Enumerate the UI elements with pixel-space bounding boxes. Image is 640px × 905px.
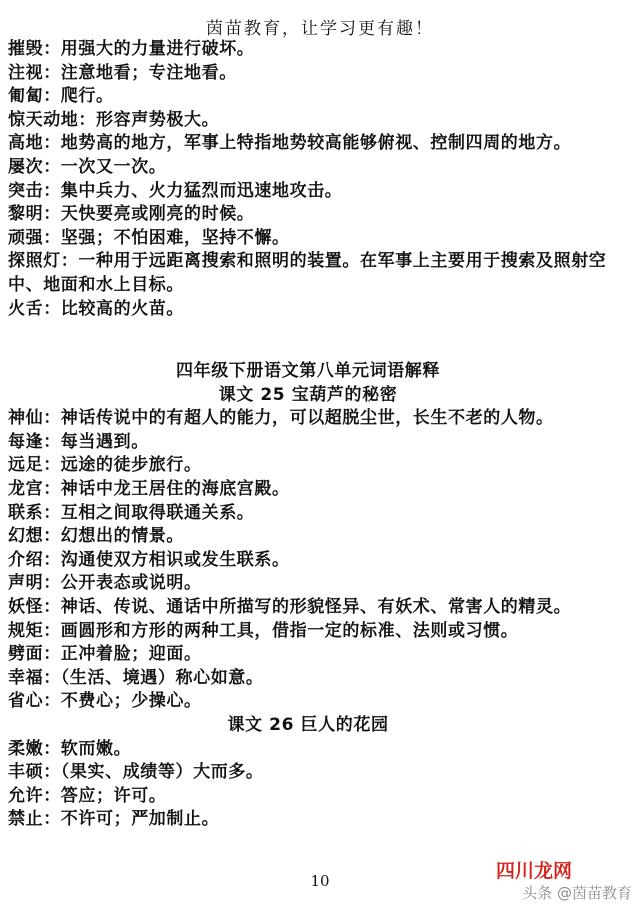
vocab-entry: 规矩：画圆形和方形的两种工具，借指一定的标准、法则或习惯。 [8, 620, 519, 641]
vocab-entry: 屡次：一次又一次。 [8, 156, 167, 177]
vocab-entry: 禁止：不许可；严加制止。 [8, 809, 220, 830]
vocab-entry: 介绍：沟通使双方相识或发生联系。 [8, 549, 290, 570]
vocab-entry: 省心：不费心；少操心。 [8, 691, 202, 712]
vocab-entry: 幸福：（生活、境遇）称心如意。 [8, 667, 264, 688]
watermark-source: 头条 @茵苗教育 [522, 884, 632, 902]
vocab-entry: 联系：互相之间取得联通关系。 [8, 502, 255, 523]
watermark-logo: 四川龙网 [494, 856, 574, 883]
page-number: 10 [310, 872, 330, 890]
vocab-entry: 允许：答应；许可。 [8, 785, 167, 806]
vocab-entry: 高地：地势高的地方，军事上特指地势较高能够俯视、控制四周的地方。 [8, 133, 572, 154]
unit-title: 四年级下册语文第八单元词语解释 [176, 361, 440, 381]
vocab-entry: 摧毁：用强大的力量进行破坏。 [8, 39, 255, 59]
vocab-entry: 突击：集中兵力、火力猛烈而迅速地攻击。 [8, 180, 343, 201]
vocab-entry: 声明：公开表态或说明。 [8, 573, 202, 594]
vocab-entry: 妖怪：神话、传说、通话中所描写的形貌怪异、有妖术、常害人的精灵。 [8, 596, 572, 617]
vocab-entry: 顽强：坚强；不怕困难，坚持不懈。 [8, 227, 290, 248]
vocab-entry: 注视：注意地看；专注地看。 [8, 62, 237, 83]
lesson-25-title: 课文 25 宝葫芦的秘密 [218, 384, 398, 405]
vocab-entry: 柔嫩：软而嫩。 [8, 738, 132, 759]
vocab-entry: 惊天动地：形容声势极大。 [8, 109, 220, 130]
vocab-entry: 每逢：每当遇到。 [8, 431, 149, 452]
vocab-entry: 幻想：幻想出的情景。 [8, 526, 184, 547]
vocab-entry: 黎明：天快要亮或刚亮的时候。 [8, 204, 255, 225]
vocab-list-section1 [8, 38, 608, 321]
vocab-entry: 火舌：比较高的火苗。 [8, 298, 184, 319]
vocab-entry: 劈面：正冲着脸；迎面。 [8, 644, 202, 665]
vocab-entry: 匍匐：爬行。 [8, 86, 114, 107]
vocab-entry: 探照灯：一种用于远距离搜索和照明的装置。在军事上主要用于搜索及照射空中、地面和水上目标。 [8, 251, 607, 295]
vocab-entry: 远足：远途的徒步旅行。 [8, 455, 202, 476]
vocab-entry: 神仙：神话传说中的有超人的能力，可以超脱尘世，长生不老的人物。 [8, 408, 554, 429]
page-header: 茵苗教育，让学习更有趣！ [206, 19, 434, 39]
vocab-entry: 龙宫：神话中龙王居住的海底宫殿。 [8, 478, 290, 499]
vocab-entry: 丰硕：（果实、成绩等）大而多。 [8, 762, 264, 783]
lesson-26-title: 课文 26 巨人的花园 [227, 714, 389, 735]
unit-section [8, 360, 608, 832]
